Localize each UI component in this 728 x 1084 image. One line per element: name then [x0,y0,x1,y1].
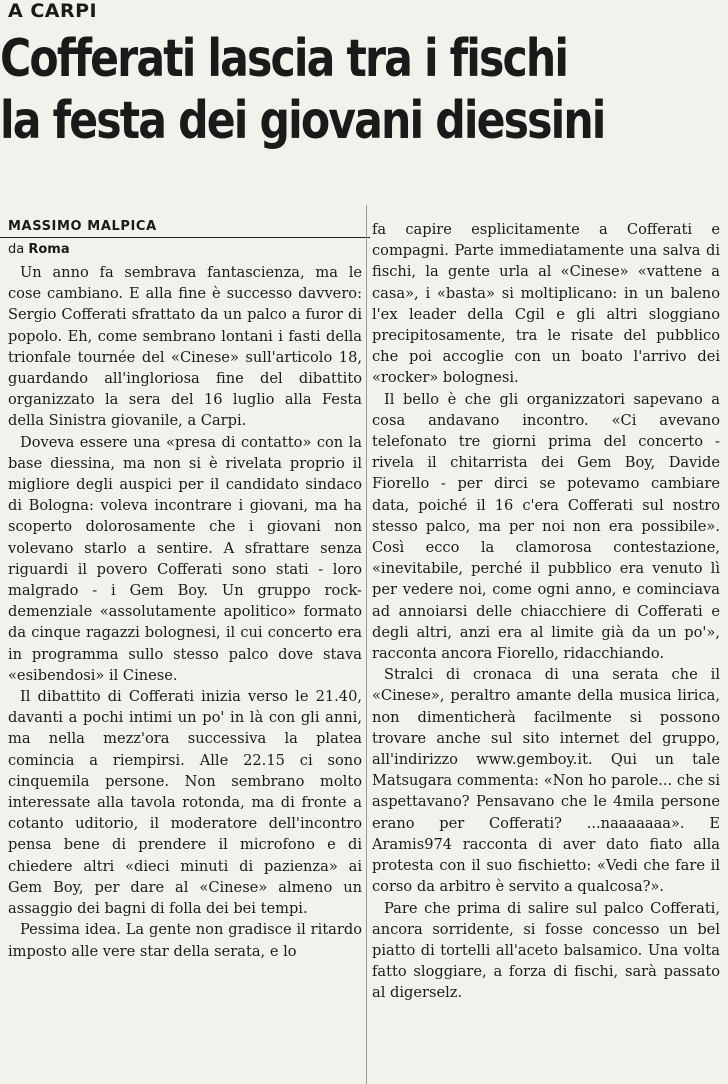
paragraph: Stralci di cronaca di una serata che il «Cinese», peraltro amante della musica lirica, non dimenticherà facilmente si possono trovare anche sul sito internet del gruppo, all'indirizzo www.gemboy.it. Qui un tale Matsugara commenta: «Non ho parole... che si aspettavano? Pensavano che le 4mila persone erano per Cofferati? ...naaaaaaa». E Aramis974 racconta di aver dato fiato alla protesta con il suo fischietto: «Vedi che fare il corso da arbitro è servito a qualcosa?». [372,666,720,896]
article-column-left [8,262,362,962]
dateline-city: Roma [28,242,70,257]
dateline [8,242,70,257]
article-column-right [372,219,720,1004]
dateline-prefix: da [8,242,25,257]
paragraph-continuation: fa capire esplicitamente a Cofferati e compagni. Parte immediatamente una salva di fischi, la gente urla al «Cinese» «vattene a casa», i «basta» si moltiplicano: in un baleno l'ex leader della Cgil e gli altri sloggiano precipitosamente, tra le risate del pubblico che poi accoglie con un boato l'arrivo dei «rocker» bolognesi. [372,221,720,387]
paragraph: Doveva essere una «presa di contatto» con la base diessina, ma non si è rivelata proprio il migliore degli auspici per il candidato sindaco di Bologna: voleva incontrare i giovani, ma ha scoperto dolorosamente che i giovani non volevano starlo a sentire. A sfrattare senza riguardi il povero Cofferati sono stati - loro malgrado - i Gem Boy. Un gruppo rock-demenziale «assolutamente apolitico» formato da cinque ragazzi bolognesi, il cui concerto era in programma sullo stesso palco dove stava «esibendosi» il Cinese. [8,433,362,684]
byline-author: MASSIMO MALPICA [8,219,157,234]
paragraph: Il bello è che gli organizzatori sapevano a cosa andavano incontro. «Ci avevano telefonato tre giorni prima del concerto - rivela il chitarrista dei Gem Boy, Davide Fiorello - per dirci se potevamo cambiare data, poiché il 16 c'era Cofferati sul nostro stesso palco, ma per noi non era possibile». Così ecco la clamorosa contestazione, «inevitabile, perché il pubblico era venuto lì per vedere noi, come ogni anno, e cominciava ad annoiarsi delle chiacchiere di Cofferati e degli altri, anzi era al limite già da un po'», racconta ancora Fiorello, ridacchiando. [372,390,720,663]
paragraph: Il dibattito di Cofferati inizia verso le 21.40, davanti a pochi intimi un po' in là con gli anni, ma nella mezz'ora successiva la platea comincia a riempirsi. Alle 22.15 ci sono cinquemila persone. Non sembrano molto interessate alla tavola rotonda, ma di fronte a cotanto uditorio, il moderatore dell'incontro pensa bene di prendere il microfono e di chiedere altri «dieci minuti di pazienza» ai Gem Boy, per dare al «Cinese» almeno un assaggio dei bagni di folla dei bei tempi. [8,688,362,918]
headline-line-2: la festa dei giovani diessini [0,91,605,151]
column-separator [366,205,367,1084]
paragraph: Pare che prima di salire sul palco Cofferati, ancora sorridente, si fosse concesso un bel piatto di tortelli all'aceto balsamico. Una volta fatto sloggiare, a forza di fischi, sarà passato al digerselz. [372,899,720,1002]
section-rubric: A CARPI [8,0,98,22]
headline-line-1: Cofferati lascia tra i fischi [0,29,568,89]
paragraph: Pessima idea. La gente non gradisce il ritardo imposto alle vere star della serata, e lo [8,921,362,960]
byline-rule [0,237,370,238]
headline [0,28,605,152]
paragraph: Un anno fa sembrava fantascienza, ma le cose cambiano. E alla fine è successo davvero: Sergio Cofferati sfrattato da un palco a furor di popolo. Eh, come sembrano lontani i fasti della trionfale tournée del «Cinese» sull'articolo 18, guardando all'ingloriosa fine del dibattito organizzato la sera del 16 luglio alla Festa della Sinistra giovanile, a Carpi. [8,264,362,430]
